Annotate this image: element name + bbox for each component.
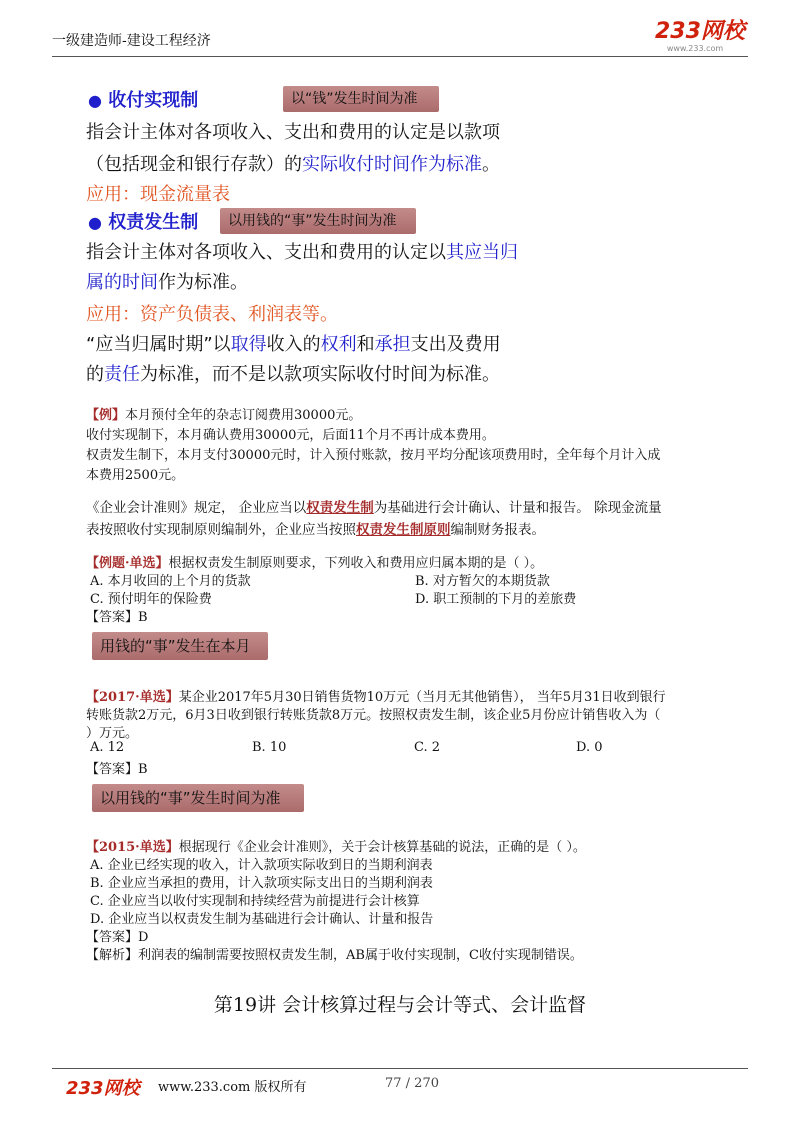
example-line4: 本费用2500元。: [86, 468, 185, 483]
q1-answer: 【答案】B: [86, 610, 148, 625]
section1-line2: [86, 152, 500, 178]
section1-line2-pre: （包括现金和银行存款）的: [86, 154, 302, 175]
text-span: 支出及费用: [410, 334, 501, 355]
q1-option-b: B. 对方暂欠的本期货款: [415, 574, 550, 589]
text-span-hl: 承担: [374, 334, 411, 355]
rule-keyword: 权责发生制原则: [356, 522, 451, 538]
section1-line2-hl: 实际收付时间作为标准: [302, 154, 482, 175]
q3-analysis-tag: 【解析】: [86, 948, 139, 963]
section1-heading-text: 收付实现制: [108, 90, 199, 111]
example-line3: 权责发生制下，本月支付30000元时，计入预付账款，按月平均分配该项费用时，全年每个月计入成: [86, 448, 661, 463]
text-span-hl: 责任: [104, 364, 140, 385]
section2-line2-post: 作为标准。: [158, 272, 248, 293]
section1-tag: 以“钱”发生时间为准: [283, 86, 439, 112]
q1-stem: [86, 552, 543, 571]
text-span: 编制财务报表。: [450, 522, 545, 538]
example-line2: 收付实现制下，本月确认费用30000元，后面11个月不再计成本费用。: [86, 428, 495, 443]
q1-stem-text: 根据权责发生制原则要求，下列收入和费用应归属本期的是（ ）。: [168, 556, 544, 571]
q3-option-d: D. 企业应当以权责发生制为基础进行会计确认、计量和报告: [90, 912, 434, 927]
q1-tag: 【例题·单选】: [86, 556, 169, 571]
q2-stem3: ）万元。: [86, 726, 139, 741]
section2-heading-text: 权责发生制: [108, 212, 199, 233]
section1-app: 应用：现金流量表: [86, 184, 230, 205]
rule-keyword: 权责发生制: [306, 500, 374, 516]
rule-line2: [86, 518, 545, 538]
bullet-icon: ●: [88, 91, 102, 110]
example-text: 本月预付全年的杂志订阅费用30000元。: [125, 408, 362, 423]
section2-heading: [88, 210, 198, 236]
section2-line3: [86, 332, 501, 358]
rule-line1: [86, 496, 662, 516]
q3-stem-text: 根据现行《企业会计准则》，关于会计核算基础的说法，正确的是（ ）。: [178, 840, 586, 855]
text-span: 和: [356, 334, 375, 355]
header-logo-sub: www.233.com: [666, 44, 724, 53]
q2-option-b: B. 10: [252, 740, 287, 755]
footer-rule: [52, 1068, 748, 1069]
q2-stem2: 转账货款2万元，6月3日收到银行转账货款8万元。按照权责发生制，该企业5月份应计销售收入为（: [86, 708, 661, 723]
q3-answer: 【答案】D: [86, 930, 149, 945]
header-title: 一级建造师-建设工程经济: [52, 33, 211, 49]
section2-tag: 以用钱的“事”发生时间为准: [220, 208, 416, 234]
text-span: “应当归属时期”以: [86, 334, 231, 355]
q3-stem: [86, 836, 586, 855]
header-logo: [655, 19, 745, 54]
q2-note: 以用钱的“事”发生时间为准: [92, 784, 304, 812]
q1-option-d: D. 职工预制的下月的差旅费: [415, 592, 577, 607]
text-span: 收入的: [266, 334, 321, 355]
section1-line1: 指会计主体对各项收入、支出和费用的认定是以款项: [86, 122, 500, 143]
bullet-icon: ●: [88, 213, 102, 232]
text-span: 的: [86, 364, 104, 385]
q3-option-b: B. 企业应当承担的费用，计入款项实际支出日的当期利润表: [90, 876, 433, 891]
q3-option-c: C. 企业应当以收付实现制和持续经营为前提进行会计核算: [90, 894, 420, 909]
q2-option-d: D. 0: [576, 740, 603, 755]
section2-line2-hl: 属的时间: [86, 272, 158, 293]
header-rule: [52, 56, 748, 57]
footer-page: 77 / 270: [385, 1076, 439, 1091]
section2-app: 应用：资产负债表、利润表等。: [86, 304, 338, 325]
text-span-hl: 取得: [230, 334, 267, 355]
text-span-hl: 权利: [320, 334, 357, 355]
q2-stem1: [86, 686, 666, 705]
text-span: 为基础进行会计确认、计量和报告。 除现金流量: [373, 500, 662, 516]
text-span: 表按照收付实现制原则编制外，企业应当按照: [86, 522, 356, 538]
q3-option-a: A. 企业已经实现的收入，计入款项实际收到日的当期利润表: [90, 858, 433, 873]
section2-line2: [86, 270, 248, 296]
q2-option-c: C. 2: [414, 740, 441, 755]
text-span: 《企业会计准则》规定， 企业应当以: [86, 500, 307, 516]
section1-heading: [88, 88, 198, 114]
example-tag: 【例】: [86, 408, 126, 423]
q1-note: 用钱的“事”发生在本月: [92, 632, 268, 660]
footer-logo: 233网校: [66, 1078, 140, 1099]
q1-option-a: A. 本月收回的上个月的货款: [90, 574, 251, 589]
section2-line1: [86, 240, 518, 266]
footer-site: www.233.com 版权所有: [158, 1080, 307, 1095]
text-span: 为标准，而不是以款项实际收付时间为标准。: [140, 364, 500, 385]
q2-answer: 【答案】B: [86, 762, 148, 777]
example-line1: [86, 404, 361, 423]
q2-option-a: A. 12: [90, 740, 125, 755]
section2-line1-pre: 指会计主体对各项收入、支出和费用的认定以: [86, 242, 446, 263]
q3-analysis: [86, 944, 583, 963]
section2-line4: [86, 362, 500, 388]
header-logo-main: 233网校: [655, 19, 745, 44]
q1-option-c: C. 预付明年的保险费: [90, 592, 212, 607]
q3-tag: 【2015·单选】: [86, 840, 179, 855]
section1-line2-post: 。: [482, 154, 500, 175]
section2-line1-hl: 其应当归: [446, 242, 518, 263]
q2-stem-text: 某企业2017年5月30日销售货物10万元（当月无其他销售）， 当年5月31日收到银行: [178, 690, 666, 705]
q2-tag: 【2017·单选】: [86, 690, 179, 705]
q3-analysis-text: 利润表的编制需要按照权责发生制，AB属于收付实现制，C收付实现制错误。: [138, 948, 583, 963]
next-lecture-heading: 第19讲 会计核算过程与会计等式、会计监督: [213, 994, 587, 1016]
